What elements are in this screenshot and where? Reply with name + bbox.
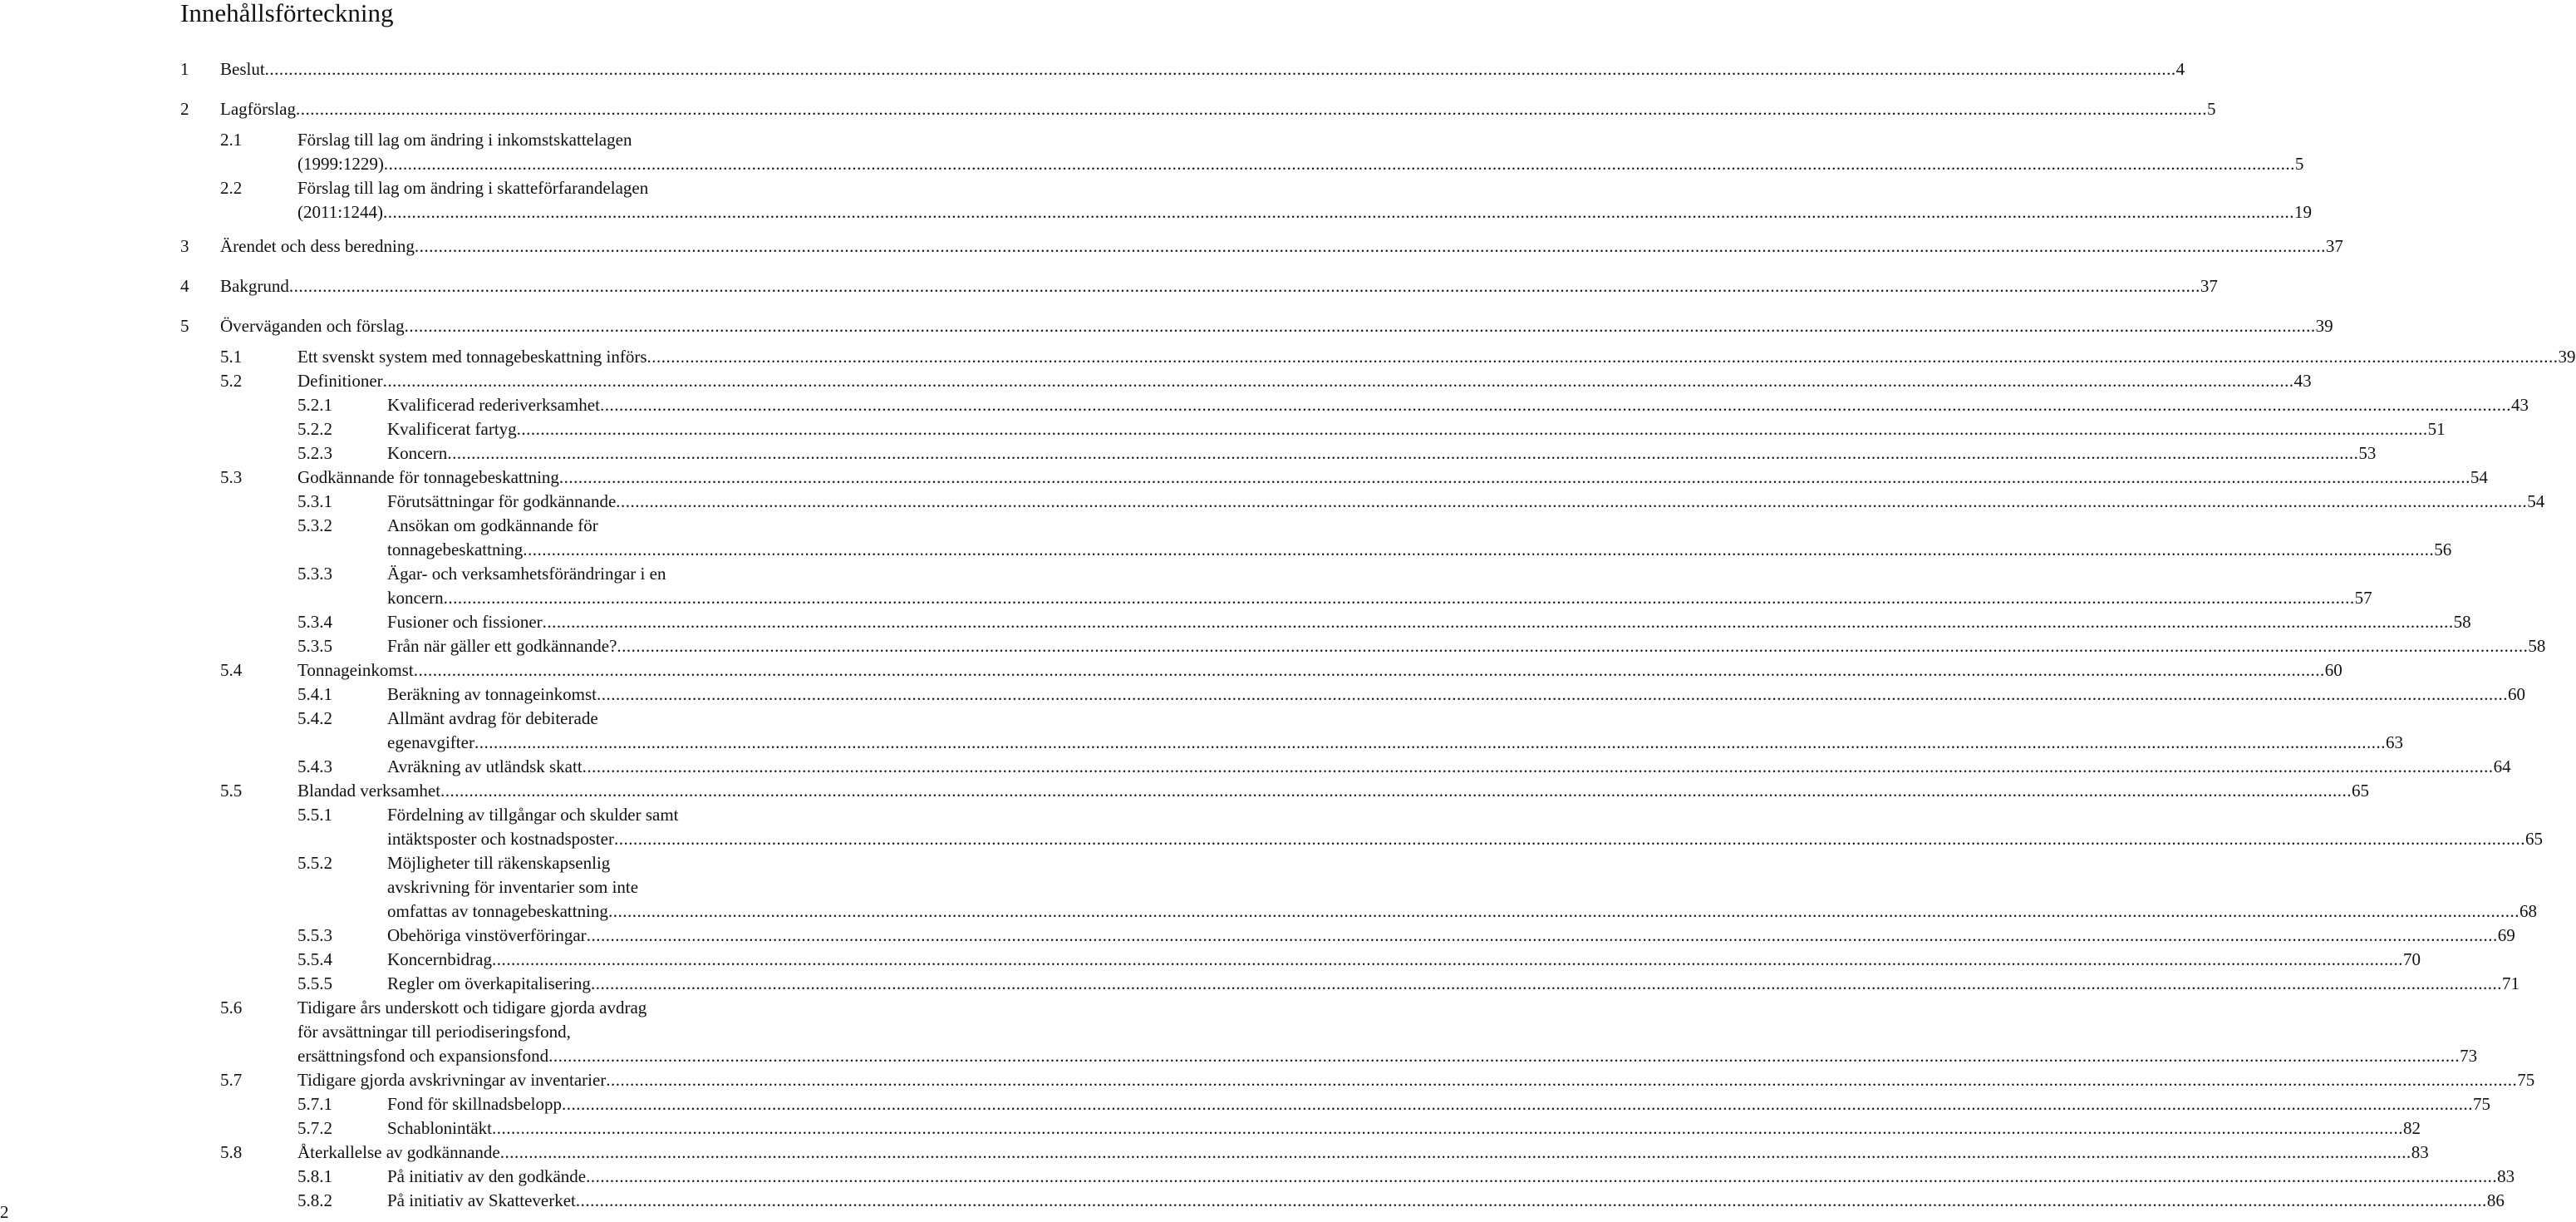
toc-entry-page[interactable]: 71: [2501, 973, 2519, 993]
toc-entry-page[interactable]: 68: [2519, 901, 2537, 921]
dot-leader: ................................................................................................................................................................................................................................................................................................................................................................................................................: [590, 973, 2502, 993]
toc-line: [0, 416, 2446, 441]
toc-entry-title[interactable]: egenavgifter: [387, 732, 474, 752]
toc-line: [0, 489, 2545, 514]
toc-entry-number: 5.4.1: [297, 684, 332, 704]
toc-entry-title[interactable]: Schablonintäkt: [387, 1118, 492, 1138]
toc-line: [0, 875, 798, 899]
dot-leader: ................................................................................................................................................................................................................................................................................................................................................................................................................: [523, 540, 2435, 559]
toc-entry-number: 5: [180, 316, 189, 336]
toc-entry-page[interactable]: 75: [2473, 1094, 2490, 1114]
toc-entry-title[interactable]: Kvalificerat fartyg: [387, 419, 517, 439]
toc-line: [0, 513, 798, 538]
toc-entry-title[interactable]: Förslag till lag om ändring i skatteförfarandelagen: [297, 178, 649, 198]
toc-entry-title[interactable]: Koncern: [387, 443, 448, 463]
toc-entry-page[interactable]: 65: [2352, 781, 2370, 801]
toc-line: [0, 778, 2370, 803]
toc-entry-page[interactable]: 51: [2427, 419, 2446, 439]
toc-line: [0, 1019, 798, 1044]
dot-leader: ................................................................................................................................................................................................................................................................................................................................................................................................................: [295, 99, 2207, 119]
toc-entry-page[interactable]: 60: [2507, 684, 2525, 704]
toc-entry-title[interactable]: Beräkning av tonnageinkomst: [387, 684, 597, 704]
toc-entry-title[interactable]: Ansökan om godkännande för: [387, 515, 598, 535]
toc-entry-page[interactable]: 63: [2385, 732, 2403, 752]
toc-entry-number: 5.3.3: [297, 564, 332, 584]
toc-entry-title[interactable]: Ärendet och dess beredning: [220, 236, 415, 256]
toc-entry-title[interactable]: Återkallelse av godkännande: [297, 1142, 500, 1162]
toc-entry-number: 5.5.4: [297, 949, 332, 969]
toc-entry-number: 4: [180, 276, 189, 296]
dot-leader: ................................................................................................................................................................................................................................................................................................................................................................................................................: [542, 612, 2454, 632]
toc-entry-number: 3: [180, 236, 189, 256]
dot-leader: ................................................................................................................................................................................................................................................................................................................................................................................................................: [382, 371, 2294, 391]
toc-entry-number: 5.8.1: [297, 1166, 332, 1186]
toc-entry-page[interactable]: 43: [2293, 371, 2312, 391]
dot-leader: ................................................................................................................................................................................................................................................................................................................................................................................................................: [582, 756, 2494, 776]
toc-entry-page[interactable]: 86: [2486, 1190, 2505, 1210]
toc-entry-title[interactable]: koncern: [387, 588, 444, 608]
toc-entry-number: 5.3.4: [297, 612, 332, 632]
toc-entry-number: 5.4.3: [297, 756, 332, 776]
toc-entry-page[interactable]: 56: [2434, 540, 2452, 559]
toc-line: [0, 151, 2304, 176]
toc-line: [0, 1067, 2535, 1092]
toc-entry-number: 5.2: [220, 371, 243, 391]
dot-leader: ................................................................................................................................................................................................................................................................................................................................................................................................................: [616, 491, 2528, 511]
toc-entry-number: 5.7.1: [297, 1094, 332, 1114]
toc-line: [0, 730, 2403, 755]
toc-entry-number: 5.3.5: [297, 636, 332, 656]
toc-entry-number: 5.2.1: [297, 395, 332, 415]
toc-line: [0, 1188, 2505, 1213]
toc-line: [0, 465, 2488, 490]
toc-entry-number: 2: [180, 99, 189, 119]
toc-line: [0, 658, 2342, 682]
toc-line: [0, 392, 2529, 417]
toc-line: [0, 537, 2452, 562]
toc-entry-number: 5.5: [220, 781, 243, 801]
dot-leader: ................................................................................................................................................................................................................................................................................................................................................................................................................: [607, 901, 2519, 921]
toc-line: [0, 1116, 2421, 1141]
toc-entry-page[interactable]: 83: [2497, 1166, 2515, 1186]
toc-entry-title[interactable]: Regler om överkapitalisering: [387, 973, 591, 993]
toc-line: [0, 344, 2576, 369]
toc-line: [0, 273, 2218, 298]
dot-leader: ................................................................................................................................................................................................................................................................................................................................................................................................................: [499, 1142, 2411, 1162]
toc-entry-title[interactable]: Överväganden och förslag: [220, 316, 405, 336]
toc-line: [0, 175, 798, 200]
toc-entry-title[interactable]: Från när gäller ett godkännande?: [387, 636, 617, 656]
toc-entry-number: 5.6: [220, 998, 243, 1018]
toc-entry-title[interactable]: Lagförslag: [220, 99, 296, 119]
dot-leader: ................................................................................................................................................................................................................................................................................................................................................................................................................: [383, 202, 2295, 222]
toc-entry-page[interactable]: 37: [2200, 276, 2218, 296]
dot-leader: ................................................................................................................................................................................................................................................................................................................................................................................................................: [558, 467, 2470, 487]
toc-entry-number: 5.2.3: [297, 443, 332, 463]
toc-entry-page[interactable]: 19: [2294, 202, 2313, 222]
toc-line: [0, 706, 798, 731]
toc-entry-page[interactable]: 65: [2524, 829, 2543, 849]
toc-entry-title[interactable]: ersättningsfond och expansionsfond: [297, 1046, 549, 1066]
toc-entry-number: 5.5.3: [297, 925, 332, 945]
toc-line: [0, 1164, 2515, 1189]
toc-entry-page[interactable]: 58: [2453, 612, 2471, 632]
toc-entry-page[interactable]: 43: [2510, 395, 2529, 415]
toc-entry-title[interactable]: (2011:1244): [297, 202, 384, 222]
dot-leader: ................................................................................................................................................................................................................................................................................................................................................................................................................: [404, 316, 2316, 336]
toc-entry-page[interactable]: 53: [2358, 443, 2377, 463]
toc-entry-title[interactable]: för avsättningar till periodiseringsfond,: [297, 1022, 571, 1042]
toc-entry-page[interactable]: 57: [2354, 588, 2372, 608]
toc-entry-title[interactable]: tonnagebeskattning: [387, 540, 524, 559]
toc-entry-title[interactable]: Ägar- och verksamhetsförändringar i en: [387, 564, 666, 584]
toc-entry-number: 5.5.5: [297, 973, 332, 993]
toc-line: [0, 923, 2515, 948]
toc-line: [0, 609, 2471, 634]
toc-line: [0, 96, 2216, 121]
page-number: 2: [0, 1202, 9, 1222]
toc-entry-title[interactable]: Förslag till lag om ändring i inkomstskattelagen: [297, 130, 632, 150]
toc-entry-page[interactable]: 60: [2324, 660, 2342, 680]
toc-line: [0, 441, 2377, 466]
toc-line: [0, 1043, 2478, 1068]
toc-entry-title[interactable]: Ett svenskt system med tonnagebeskattning införs: [297, 347, 647, 367]
dot-leader: ................................................................................................................................................................................................................................................................................................................................................................................................................: [617, 636, 2529, 656]
toc-line: [0, 127, 798, 152]
dot-leader: ................................................................................................................................................................................................................................................................................................................................................................................................................: [491, 949, 2403, 969]
toc-entry-title[interactable]: avskrivning för inventarier som inte: [387, 877, 639, 897]
toc-entry-number: 5.7: [220, 1070, 243, 1090]
toc-line: [0, 682, 2525, 707]
toc-line: [0, 57, 2185, 81]
toc-entry-page[interactable]: 54: [2470, 467, 2488, 487]
toc-entry-title[interactable]: Kvalificerad rederiverksamhet: [387, 395, 600, 415]
page-title: Innehållsförteckning: [180, 0, 394, 27]
toc-line: [0, 850, 798, 875]
toc-line: [0, 1140, 2429, 1165]
toc-line: [0, 1091, 2490, 1116]
toc-entry-title[interactable]: Koncernbidrag: [387, 949, 492, 969]
toc-line: [0, 971, 2519, 996]
toc-entry-page[interactable]: 39: [2315, 316, 2333, 336]
toc-line: [0, 754, 2511, 779]
toc-entry-title[interactable]: Allmänt avdrag för debiterade: [387, 708, 598, 728]
dot-leader: ................................................................................................................................................................................................................................................................................................................................................................................................................: [414, 236, 2326, 256]
dot-leader: ................................................................................................................................................................................................................................................................................................................................................................................................................: [606, 1070, 2518, 1090]
toc-entry-page[interactable]: 83: [2411, 1142, 2429, 1162]
toc-line: [0, 313, 2333, 338]
dot-leader: ................................................................................................................................................................................................................................................................................................................................................................................................................: [596, 684, 2508, 704]
dot-leader: ................................................................................................................................................................................................................................................................................................................................................................................................................: [383, 154, 2295, 174]
toc-line: [0, 585, 2372, 610]
toc-entry-title[interactable]: intäktsposter och kostnadsposter: [387, 829, 614, 849]
toc-entry-number: 5.8.2: [297, 1190, 332, 1210]
toc-entry-page[interactable]: 64: [2493, 756, 2511, 776]
toc-entry-page[interactable]: 70: [2402, 949, 2421, 969]
toc-line: [0, 995, 798, 1020]
toc-line: [0, 368, 2312, 393]
toc-entry-number: 5.5.1: [297, 805, 332, 825]
toc-entry-number: 2.1: [220, 130, 243, 150]
toc-line: [0, 633, 2546, 658]
toc-entry-title[interactable]: Godkännande för tonnagebeskattning: [297, 467, 559, 487]
dot-leader: ................................................................................................................................................................................................................................................................................................................................................................................................................: [586, 1166, 2498, 1186]
toc-entry-page[interactable]: 73: [2460, 1046, 2478, 1066]
toc-entry-title[interactable]: Fond för skillnadsbelopp: [387, 1094, 562, 1114]
dot-leader: ................................................................................................................................................................................................................................................................................................................................................................................................................: [548, 1046, 2460, 1066]
dot-leader: ................................................................................................................................................................................................................................................................................................................................................................................................................: [413, 660, 2325, 680]
toc-entry-number: 5.4.2: [297, 708, 332, 728]
toc-entry-title[interactable]: Tonnageinkomst: [297, 660, 414, 680]
dot-leader: ................................................................................................................................................................................................................................................................................................................................................................................................................: [447, 443, 2359, 463]
toc-entry-page[interactable]: 82: [2402, 1118, 2421, 1138]
toc-entry-page[interactable]: 5: [2206, 99, 2216, 119]
toc-entry-title[interactable]: Definitioner: [297, 371, 383, 391]
toc-entry-title[interactable]: Beslut: [220, 59, 265, 79]
toc-entry-title[interactable]: Blandad verksamhet: [297, 781, 441, 801]
toc-entry-page[interactable]: 5: [2294, 154, 2304, 174]
dot-leader: ................................................................................................................................................................................................................................................................................................................................................................................................................: [288, 276, 2200, 296]
toc-line: [0, 826, 2543, 851]
toc-entry-page[interactable]: 69: [2497, 925, 2515, 945]
toc-line: [0, 947, 2421, 972]
toc-entry-number: 5.2.2: [297, 419, 332, 439]
toc-entry-number: 2.2: [220, 178, 243, 198]
toc-entry-number: 5.3.2: [297, 515, 332, 535]
toc-line: [0, 802, 798, 827]
toc-entry-title[interactable]: Bakgrund: [220, 276, 289, 296]
toc-line: [0, 561, 798, 586]
toc-entry-number: 5.1: [220, 347, 243, 367]
toc-entry-title[interactable]: Obehöriga vinstöverföringar: [387, 925, 587, 945]
toc-entry-title[interactable]: Möjligheter till räkenskapsenlig: [387, 853, 611, 873]
toc-entry-title[interactable]: På initiativ av den godkände: [387, 1166, 587, 1186]
dot-leader: ................................................................................................................................................................................................................................................................................................................................................................................................................: [575, 1190, 2487, 1210]
dot-leader: ................................................................................................................................................................................................................................................................................................................................................................................................................: [613, 829, 2525, 849]
toc-line: [0, 200, 2313, 224]
toc-entry-title[interactable]: Avräkning av utländsk skatt: [387, 756, 583, 776]
dot-leader: ................................................................................................................................................................................................................................................................................................................................................................................................................: [599, 395, 2511, 415]
toc-entry-number: 5.3: [220, 467, 243, 487]
toc-entry-page[interactable]: 4: [2175, 59, 2185, 79]
dot-leader: ................................................................................................................................................................................................................................................................................................................................................................................................................: [264, 59, 2176, 79]
dot-leader: ................................................................................................................................................................................................................................................................................................................................................................................................................: [491, 1118, 2403, 1138]
toc-entry-number: 5.8: [220, 1142, 243, 1162]
toc-entry-title[interactable]: Tidigare års underskott och tidigare gjorda avdrag: [297, 998, 647, 1018]
toc-entry-title[interactable]: Tidigare gjorda avskrivningar av inventarier: [297, 1070, 607, 1090]
toc-line: [0, 899, 2537, 924]
dot-leader: ................................................................................................................................................................................................................................................................................................................................................................................................................: [440, 781, 2352, 801]
toc-entry-page[interactable]: 54: [2527, 491, 2545, 511]
dot-leader: ................................................................................................................................................................................................................................................................................................................................................................................................................: [586, 925, 2498, 945]
toc-entry-title[interactable]: omfattas av tonnagebeskattning: [387, 901, 608, 921]
dot-leader: ................................................................................................................................................................................................................................................................................................................................................................................................................: [516, 419, 2428, 439]
dot-leader: ................................................................................................................................................................................................................................................................................................................................................................................................................: [562, 1094, 2473, 1114]
toc-entry-number: 1: [180, 59, 189, 79]
toc-entry-page[interactable]: 75: [2517, 1070, 2535, 1090]
toc-entry-page[interactable]: 37: [2325, 236, 2343, 256]
toc-entry-number: 5.3.1: [297, 491, 332, 511]
toc-entry-number: 5.4: [220, 660, 243, 680]
toc-entry-number: 5.7.2: [297, 1118, 332, 1138]
toc-entry-page[interactable]: 39: [2558, 347, 2576, 367]
dot-leader: ................................................................................................................................................................................................................................................................................................................................................................................................................: [646, 347, 2559, 367]
toc-line: [0, 234, 2343, 259]
toc-entry-title[interactable]: Fördelning av tillgångar och skulder samt: [387, 805, 679, 825]
toc-entry-title[interactable]: Förutsättningar för godkännande: [387, 491, 617, 511]
toc-entry-page[interactable]: 58: [2528, 636, 2546, 656]
dot-leader: ................................................................................................................................................................................................................................................................................................................................................................................................................: [474, 732, 2386, 752]
dot-leader: ................................................................................................................................................................................................................................................................................................................................................................................................................: [443, 588, 2355, 608]
toc-entry-title[interactable]: (1999:1229): [297, 154, 384, 174]
toc-entry-title[interactable]: Fusioner och fissioner: [387, 612, 543, 632]
toc-entry-number: 5.5.2: [297, 853, 332, 873]
toc-entry-title[interactable]: På initiativ av Skatteverket: [387, 1190, 576, 1210]
